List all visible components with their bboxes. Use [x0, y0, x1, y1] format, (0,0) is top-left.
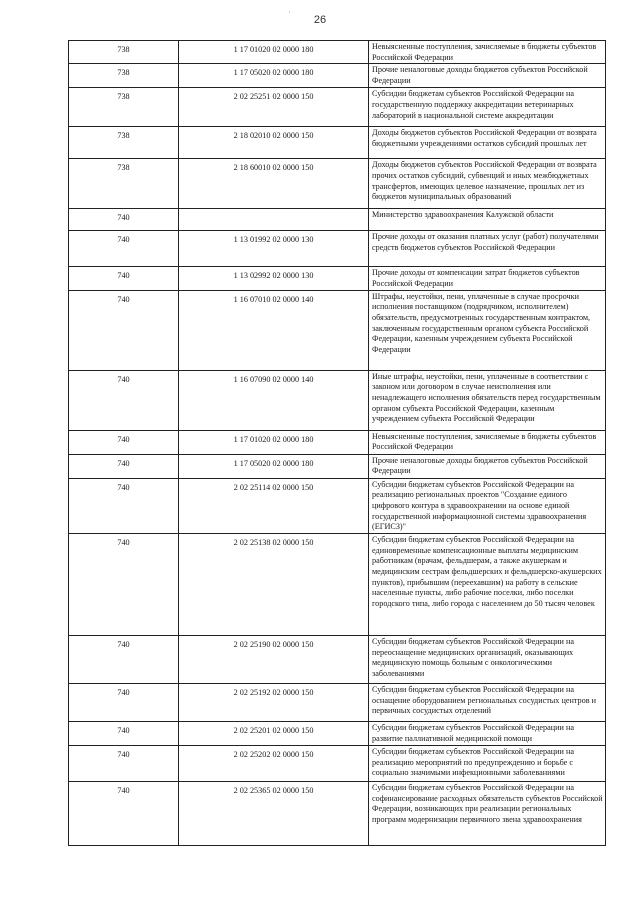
table-row [69, 370, 606, 430]
table-row [69, 231, 606, 267]
admin-code-cell: 740 [69, 635, 179, 683]
revenue-name-cell: Субсидии бюджетам субъектов Российской Федерации на переоснащение медицинских организаций, оказывающих медицинскую помощь больным с онкологическими заболеваниями [369, 635, 606, 683]
table-row [69, 430, 606, 454]
revenue-name-cell: Доходы бюджетов субъектов Российской Федерации от возврата бюджетными учреждениями остатков субсидий прошлых лет [369, 127, 606, 159]
budget-code-cell: 1 16 07010 02 0000 140 [179, 290, 369, 370]
admin-code-cell: 740 [69, 267, 179, 290]
revenue-table [68, 40, 606, 846]
budget-code-cell: 2 02 25365 02 0000 150 [179, 781, 369, 845]
budget-code-cell: 1 17 05020 02 0000 180 [179, 64, 369, 88]
revenue-name-cell: Невыясненные поступления, зачисляемые в бюджеты субъектов Российской Федерации [369, 41, 606, 64]
budget-code-cell: 1 17 05020 02 0000 180 [179, 454, 369, 478]
page-number: 26 [313, 14, 327, 26]
table-row [69, 454, 606, 478]
admin-code-cell: 740 [69, 290, 179, 370]
table-row [69, 159, 606, 209]
budget-code-cell: 1 16 07090 02 0000 140 [179, 370, 369, 430]
budget-code-cell: 1 13 02992 02 0000 130 [179, 267, 369, 290]
revenue-name-cell: Субсидии бюджетам субъектов Российской Федерации на государственную поддержку аккредитации ветеринарных лабораторий в национальной системе аккредитации [369, 88, 606, 127]
table-row [69, 64, 606, 88]
table-row [69, 721, 606, 745]
budget-code-cell: 2 02 25201 02 0000 150 [179, 721, 369, 745]
admin-code-cell: 740 [69, 430, 179, 454]
budget-code-cell: 2 02 25192 02 0000 150 [179, 683, 369, 721]
table-row [69, 267, 606, 290]
table-row [69, 290, 606, 370]
admin-code-cell: 738 [69, 41, 179, 64]
admin-code-cell: 740 [69, 478, 179, 533]
scan-mark: · [288, 7, 291, 17]
admin-code-cell: 740 [69, 454, 179, 478]
revenue-name-cell: Прочие неналоговые доходы бюджетов субъектов Российской Федерации [369, 454, 606, 478]
revenue-name-cell: Министерство здравоохранения Калужской области [369, 209, 606, 231]
table-row [69, 745, 606, 781]
budget-code-cell: 2 02 25114 02 0000 150 [179, 478, 369, 533]
admin-code-cell: 740 [69, 533, 179, 635]
budget-code-cell: 2 18 60010 02 0000 150 [179, 159, 369, 209]
table-row [69, 478, 606, 533]
revenue-name-cell: Прочие доходы от компенсации затрат бюджетов субъектов Российской Федерации [369, 267, 606, 290]
revenue-name-cell: Невыясненные поступления, зачисляемые в бюджеты субъектов Российской Федерации [369, 430, 606, 454]
admin-code-cell: 740 [69, 209, 179, 231]
budget-code-cell: 2 02 25251 02 0000 150 [179, 88, 369, 127]
budget-code-cell: 2 18 02010 02 0000 150 [179, 127, 369, 159]
table-row [69, 41, 606, 64]
admin-code-cell: 738 [69, 159, 179, 209]
table-row [69, 533, 606, 635]
budget-code-cell: 1 13 01992 02 0000 130 [179, 231, 369, 267]
admin-code-cell: 740 [69, 683, 179, 721]
table-body [69, 41, 606, 846]
table-row [69, 88, 606, 127]
budget-code-cell: 2 02 25190 02 0000 150 [179, 635, 369, 683]
table-row [69, 781, 606, 845]
budget-code-cell [179, 209, 369, 231]
revenue-name-cell: Субсидии бюджетам субъектов Российской Федерации на реализацию региональных проектов "Создание единого цифрового контура в здравоохранении на основе единой государственной информационной системы здравоохранения (ЕГИСЗ)" [369, 478, 606, 533]
revenue-name-cell: Прочие неналоговые доходы бюджетов субъектов Российской Федерации [369, 64, 606, 88]
revenue-name-cell: Субсидии бюджетам субъектов Российской Федерации на единовременные компенсационные выплаты медицинским работникам (врачам, фельдшерам, а также акушеркам и медицинским сестрам фельдшерских и фельдшерско-акушерских пунктов), прибывшим (переехавшим) на работу в сельские населенные пункты, либо рабочие поселки, либо поселки городского типа, либо города с населением до 50 тысяч человек [369, 533, 606, 635]
revenue-name-cell: Прочие доходы от оказания платных услуг (работ) получателями средств бюджетов субъектов Российской Федерации [369, 231, 606, 267]
table-row [69, 683, 606, 721]
revenue-name-cell: Субсидии бюджетам субъектов Российской Федерации на реализацию мероприятий по предупреждению и борьбе с социально значимыми инфекционными заболеваниями [369, 745, 606, 781]
revenue-name-cell: Иные штрафы, неустойки, пени, уплаченные в соответствии с законом или договором в случае неисполнения или ненадлежащего исполнения обязательств перед государственным органом субъекта Российской Федерации, казенным учреждением субъекта Российской Федерации [369, 370, 606, 430]
table-row [69, 127, 606, 159]
table-row [69, 635, 606, 683]
admin-code-cell: 740 [69, 231, 179, 267]
admin-code-cell: 740 [69, 781, 179, 845]
table-row [69, 209, 606, 231]
admin-code-cell: 738 [69, 64, 179, 88]
budget-code-cell: 1 17 01020 02 0000 180 [179, 430, 369, 454]
revenue-name-cell: Субсидии бюджетам субъектов Российской Федерации на софинансирование расходных обязательств субъектов Российской Федерации, возникающих при реализации региональных программ модернизации первичного звена здравоохранения [369, 781, 606, 845]
admin-code-cell: 740 [69, 370, 179, 430]
revenue-name-cell: Субсидии бюджетам субъектов Российской Федерации на оснащение оборудованием региональных сосудистых центров и первичных сосудистых отделений [369, 683, 606, 721]
revenue-name-cell: Субсидии бюджетам субъектов Российской Федерации на развитие паллиативной медицинской помощи [369, 721, 606, 745]
admin-code-cell: 740 [69, 721, 179, 745]
budget-code-cell: 2 02 25202 02 0000 150 [179, 745, 369, 781]
admin-code-cell: 738 [69, 88, 179, 127]
admin-code-cell: 738 [69, 127, 179, 159]
budget-code-cell: 2 02 25138 02 0000 150 [179, 533, 369, 635]
revenue-name-cell: Штрафы, неустойки, пени, уплаченные в случае просрочки исполнения поставщиком (подрядчиком, исполнителем) обязательств, предусмотренных государственным контрактом, заключенным государственным органом субъекта Российской Федерации, казенным учреждением субъекта Российской Федерации [369, 290, 606, 370]
revenue-name-cell: Доходы бюджетов субъектов Российской Федерации от возврата прочих остатков субсидий, субвенций и иных межбюджетных трансфертов, имеющих целевое назначение, прошлых лет из бюджетов муниципальных образований [369, 159, 606, 209]
budget-code-cell: 1 17 01020 02 0000 180 [179, 41, 369, 64]
admin-code-cell: 740 [69, 745, 179, 781]
